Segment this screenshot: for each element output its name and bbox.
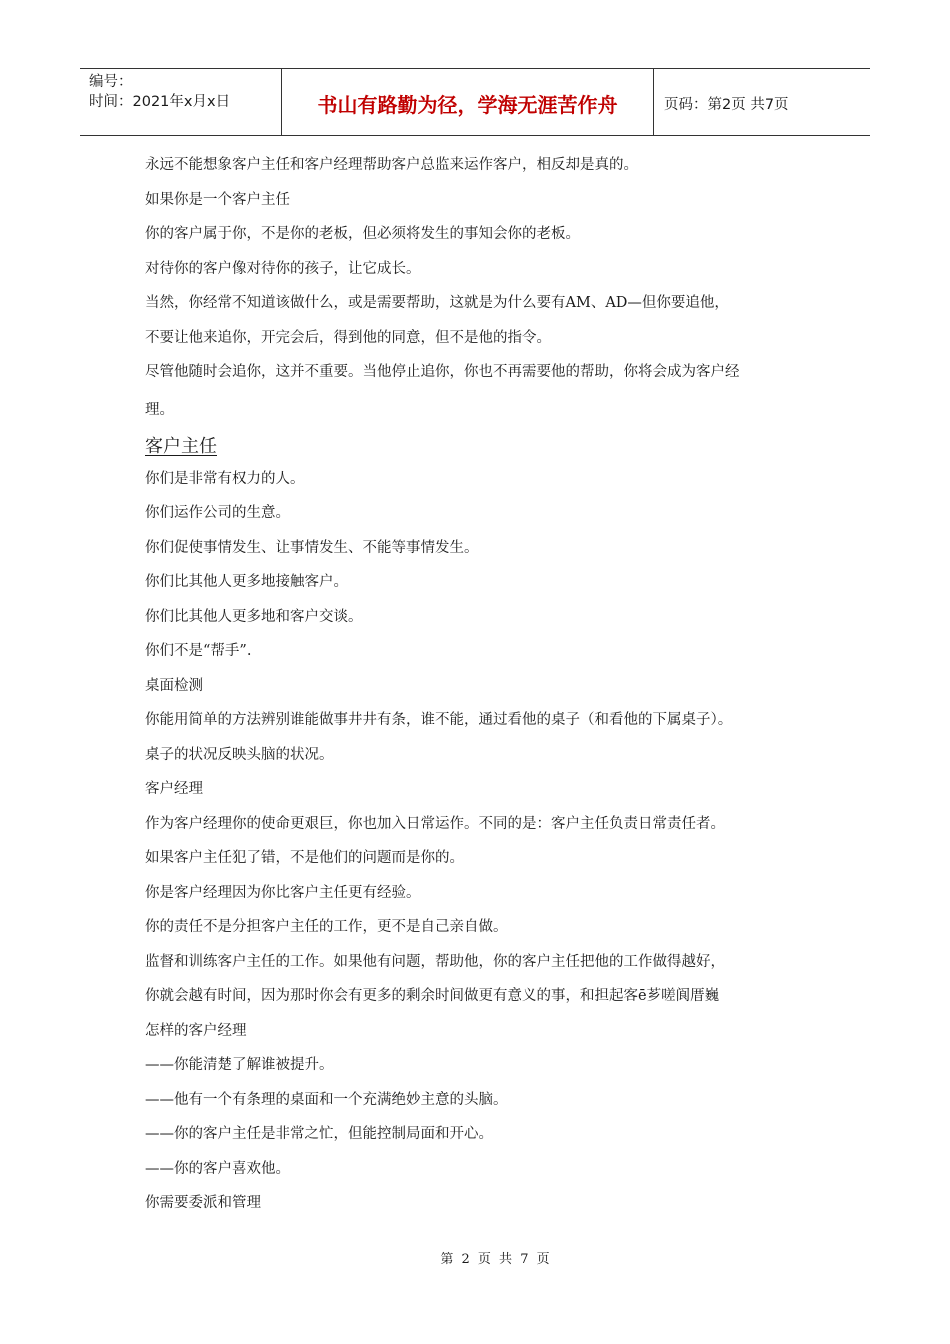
paragraph-line: 你是客户经理因为你比客户主任更有经验。: [145, 884, 421, 901]
document-date-label: 时间：2021年x月x日: [89, 94, 231, 110]
paragraph-line: 桌面检测: [145, 677, 203, 694]
paragraph-line: 永远不能想象客户主任和客户经理帮助客户总监来运作客户，相反却是真的。: [145, 157, 638, 173]
section-heading: 客户主任: [145, 435, 217, 457]
paragraph-line: 尽管他随时会追你，这并不重要。当他停止追你，你也不再需要他的帮助，你将会成为客户经: [145, 364, 740, 380]
paragraph-line: 客户经理: [145, 781, 203, 797]
paragraph-line: 你能用简单的方法辨别谁能做事井井有条，谁不能，通过看他的桌子（和看他的下属桌子）。: [145, 712, 733, 728]
paragraph-line: 你的责任不是分担客户主任的工作，更不是自己亲自做。: [145, 919, 508, 935]
paragraph-line: 如果你是一个客户主任: [145, 191, 290, 208]
paragraph-line: 你们不是“帮手”.: [145, 643, 252, 659]
paragraph-line: 你们是非常有权力的人。: [145, 470, 305, 487]
paragraph-line: 作为客户经理你的使命更艰巨，你也加入日常运作。不同的是：客户主任负责日常责任者。: [145, 815, 725, 832]
paragraph-line: ——你的客户主任是非常之忙，但能控制局面和开心。: [145, 1126, 493, 1142]
paragraph-line: 对待你的客户像对待你的孩子，让它成长。: [145, 260, 421, 277]
paragraph-line: 桌子的状况反映头脑的状况。: [145, 746, 334, 763]
paragraph-line: 不要让他来追你，开完会后，得到他的同意，但不是他的指令。: [145, 329, 551, 346]
paragraph-line: 你们促使事情发生、让事情发生、不能等事情发生。: [145, 539, 479, 556]
document-number-label: 编号：: [89, 74, 133, 90]
paragraph-line: 你们比其他人更多地接触客户。: [145, 574, 348, 590]
paragraph-line: 当然，你经常不知道该做什么，或是需要帮助，这就是为什么要有AM、AD—但你要追他，: [145, 295, 729, 311]
paragraph-line: ——他有一个有条理的桌面和一个充满绝妙主意的头脑。: [145, 1091, 508, 1108]
paragraph-line: 你需要委派和管理: [145, 1195, 261, 1211]
paragraph-line: 监督和训练客户主任的工作。如果他有问题，帮助他，你的客户主任把他的工作做得越好，: [145, 953, 725, 970]
paragraph-line: 你们运作公司的生意。: [145, 505, 290, 521]
paragraph-line: 你就会越有时间，因为那时你会有更多的剩余时间做更有意义的事，和担起客ē芗嗟阆厝巍: [145, 988, 720, 1004]
header-page-indicator: 页码：第2页 共7页: [664, 97, 789, 113]
paragraph-line: 怎样的客户经理: [145, 1022, 247, 1039]
paragraph-line: 你们比其他人更多地和客户交谈。: [145, 608, 363, 625]
document-body: [145, 156, 845, 1229]
paragraph-line: 如果客户主任犯了错，不是他们的问题而是你的。: [145, 850, 464, 866]
header-meta-cell: [80, 69, 282, 135]
paragraph-line: ——你能清楚了解谁被提升。: [145, 1057, 334, 1073]
paragraph-line: 理。: [145, 402, 174, 418]
paragraph-line: ——你的客户喜欢他。: [145, 1160, 290, 1177]
page-footer: 第 2 页 共 7 页: [440, 1252, 550, 1267]
page-header: [80, 68, 870, 136]
header-motto: 书山有路勤为径，学海无涯苦作舟: [282, 69, 654, 135]
paragraph-line: 你的客户属于你，不是你的老板，但必须将发生的事知会你的老板。: [145, 226, 580, 242]
